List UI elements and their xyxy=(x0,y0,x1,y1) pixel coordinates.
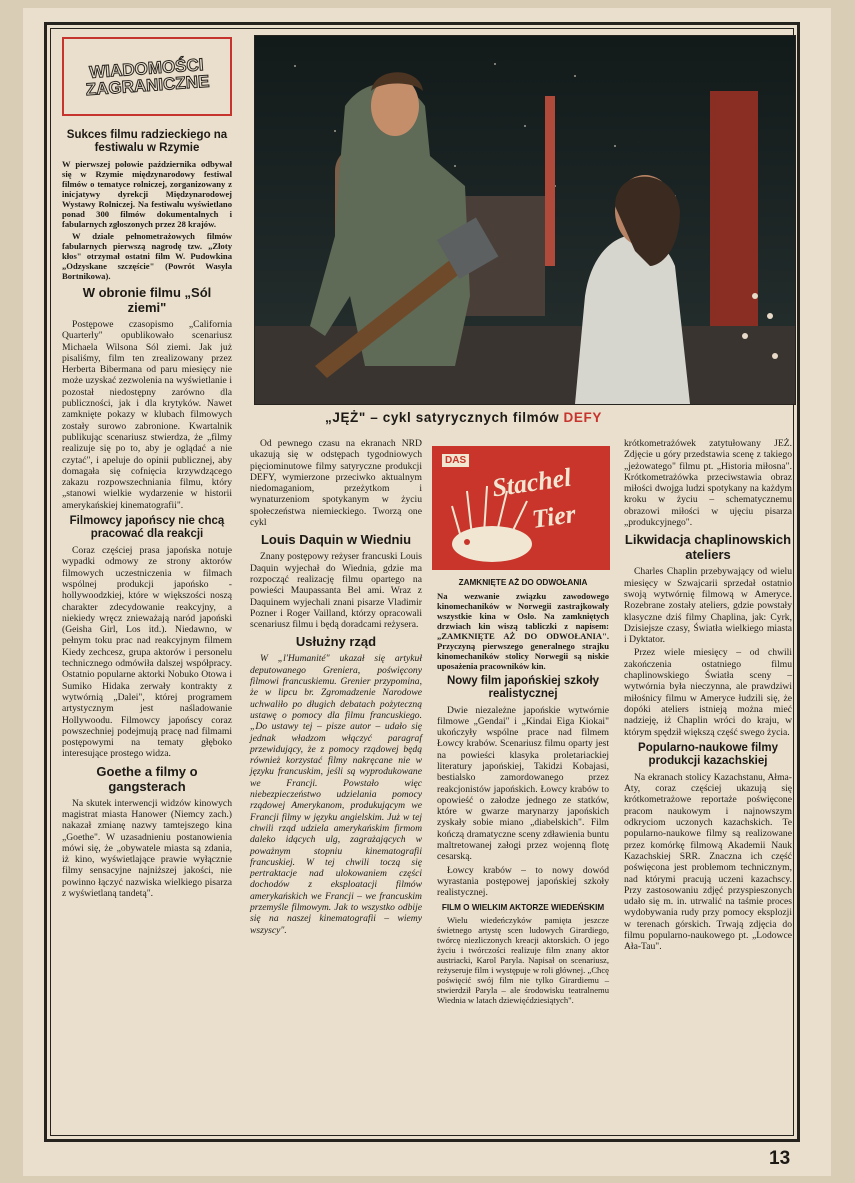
page-number: 13 xyxy=(769,1148,791,1169)
article-title-daquin: Louis Daquin w Wiedniu xyxy=(260,532,412,548)
column-3 xyxy=(437,574,609,1007)
column-1 xyxy=(62,125,232,901)
defy-headline-text: „JĘŻ" – cykl satyrycznych filmów xyxy=(325,410,564,425)
article-text-chaplin-2: Przez wiele miesięcy – od chwili zakończenia ostatniego filmu chaplinowskiego Światła sceny – wytwórnia była nieczynna, ale prawdziwi miłośnicy filmu w Ameryce łudzili się, że dopóki ateliers istnieją można mieć nadzieję, iż Chaplin wróci do kraju, w którym spędził większą część swego życia. xyxy=(624,647,792,738)
article-text-daquin: Znany postępowy reżyser francuski Louis Daquin wyjechał do Wiednia, gdzie ma rozpocząć realizację filmu opartego na powieści Maupassanta Bel ami. Wraz z Daquinem wyjechali znani pisarze Vladimir Pozner i Roger Vailland, którzy opracowali scenariusz filmu i będą doradcami reżysera. xyxy=(250,551,422,631)
article-title-japonscy: Filmowcy japońscy nie chcą pracować dla reakcji xyxy=(69,515,225,541)
column-2 xyxy=(250,438,422,938)
article-text-rzym-2: W dziale pełnometrażowych filmów fabularnych pierwszą nagrodę tzw. „Złoty kłos" otrzymał ostatni film W. Pudowkina „Odzyskane szczęście" (Powrót Wasyla Bortnikowa). xyxy=(62,231,232,281)
article-text-japonscy: Coraz częściej prasa japońska notuje wypadki odmowy ze strony aktorów filmowych uczestniczenia w filmach wspólnej produkcji japońsko - hollywoodzkiej, które w większości noszą charakter zdecydowanie reakcyjny, a niekiedy wręcz znieważają naród japoński (Geisha Girl, Los itd.). Niedawno, w pełnym toku prac nad reakcyjnym filmem Kiedy zechcesz, grupa aktorów i personelu technicznego odmówiła dalszej współpracy. Ostatnio popularne aktorki Nobuko Otowa i Sumiko Hidaka zerwały kontrakty z wytwórnią „Dalei", której programem artystycznym jest naśladowanie Hollywoodu. Filmowcy japońscy coraz powszechniej podejmują pracę nad filmami postępowymi na tematy głęboko interesujące prostego widza. xyxy=(62,545,232,760)
article-text-rzad: W „l'Humanité" ukazał się artykuł deputowanego Greniera, poświęcony filmowi francuskiemu. Grenier przypomina, że w lipcu br. Zgromadzenie Narodowe uchwaliło po długich debatach pożyteczną ustawę o pomocy dla filmu francuskiego. „Do ustawy tej – pisze autor – udało się jednak władzom włączyć paragraf przewidujący, że z pomocy rządowej będą również korzystać filmy nakręcane nie w języku francuskim, jeśli są wyprodukowane we Francji. Powstało więc niebezpieczeństwo udzielania pomocy rządowej Amerykanom, produkującym we Francji filmy w języku angielskim. Już w tej chwili rząd udziela amerykańskim firmom daleko idących ulg, zagrażających w poważnym stopniu kinematografii francuskiej. W tej chwili toczą się pertraktacje nad ulokowaniem części dochodów z eksploatacji filmów amerykańskich we Francji – we francuskim przemyśle filmowym. Jak to wszystko odbije się na naszej kinematografii – wiemy wszyscy". xyxy=(250,653,422,936)
article-title-wiedenski: FILM O WIELKIM AKTORZE WIEDEŃSKIM xyxy=(441,902,605,912)
film-still-illustration xyxy=(255,36,795,404)
article-text-sol-ziemi: Postępowe czasopismo „California Quarterly" opublikowało scenariusz Michaela Wilsona Sól ziemi. Jak już pisaliśmy, film ten zrealizowany przez Herberta Bibermana od paru miesięcy nie może uzyskać zezwolenia na wyświetlanie i pozostał niedostępny zarówno dla publiczności, jak i dla krytyków. Nawet zamknięte pokazy w klubach filmowych zostały surowo zabronione. Kwartalnik publikując scenariusz stwierdza, że „filmy realizuje się po to, aby je oglądać a nie czytać", i apeluje do opinii publicznej, aby domagała się cofnięcia krzywdzącego zakazu rozpowszechniania filmu, który „stanowi wielkie wydarzenie w historii amerykańskiej kinematografii". xyxy=(62,319,232,511)
article-text-rzym-1: W pierwszej połowie październikа odbywał się w Rzymie międzynarodowy festiwal filmów o tematyce rolniczej, zorganizowany z inicjatywy dyrekcji Międzynarodowej Wystawy Rolniczej. Na festiwalu wyświetlano ponad 300 filmów dokumentalnych i fabularnych zgłoszonych przez 28 krajów. xyxy=(62,159,232,229)
article-text-kazachskie: Na ekranach stolicy Kazachstanu, Ałma-Aty, coraz częściej ukazują się krótkometrażowe reportaże poświęcone pracom naukowym i najnowszym odkryciom uczonych kazachskich. Te popularno-naukowe filmy są realizowane przez komórkę filmową Akademii Nauk Kazachskiej SRR. Znaczna ich część poświęcona jest problemom technicznym, nad którymi pracują uczeni kazachscy. Przy zastosowaniu zdjęć przyspieszonych udało się m. in. utrwalić na taśmie proces wydobywania rudy przy pomocy eksplozji w terenach górskich. Trwają zdjęcia do filmu popularno-naukowego pt. „Lodowce Ała-Tau". xyxy=(624,771,792,953)
article-text-zamkniete: Na wezwanie związku zawodowego kinomechaników w Norwegii zastrajkowały wszystkie kina w Oslo. Na zamkniętych drzwiach kin wiszą tabliczki z napisem: „ZAMKNIĘTE AŻ DO ODWOŁANIA". Przyczyną pierwszego generalnego strajku kinomechaników stolicy Norwegii są niskie uposażenia pracowników kin. xyxy=(437,590,609,671)
article-text-wiedenski: Wielu wiedeńczyków pamięta jeszcze świetnego artystę scen ludowych Girardiego, twórcę niezliczonych kreacji aktorskich. O jego życiu i twórczości realizuje film znany aktor austriacki, Karol Paryla. Napisał on scenariusz, reżyseruje film i występuje w roli głównej. „Chcę poświęcić swój film nie tylko Girardiemu – stwierdził Paryla – ale środowisku teatralnemu Wiednia w latach dziewięćdziesiątych". xyxy=(437,915,609,1006)
article-title-kazachskie: Popularno-naukowe filmy produkcji kazachskiej xyxy=(638,741,778,767)
article-title-rzad: Usłużny rząd xyxy=(295,634,377,650)
article-text-nowy-film-1: Dwie niezależne japońskie wytwórnie filmowe „Gendai" i „Kindai Eiga Kiokai" ukończyły wspólne prace nad filmem Łowcy krabów. Scenariusz filmu oparty jest na powieści klasyka proletariackiej literatury japońskiej, Takidzi Kobajasi, bestialsko zamordowanego przez reakcjonistów japońskich. Łowcy krabów to opowieść o załodze jednego ze statków, które w gwarze marynarzy japońskich zyskały sobie miano „diabelskich". Film kończą dramatyczne sceny zdławienia buntu maltretowanej załogi przez wojenną flotę cesarską. xyxy=(437,704,609,863)
box-tier-text: Tier xyxy=(530,499,578,534)
defy-headline xyxy=(325,410,745,425)
box-das-label: DAS xyxy=(442,454,469,467)
article-title-chaplin: Likwidacja chaplinowskich ateliers xyxy=(624,532,792,563)
stacheltier-logo-box xyxy=(432,446,610,570)
defy-intro-text: Od pewnego czasu na ekranach NRD ukazują się w odstępach tygodniowych pięciominutowe filmy satyryczne produkcji DEFY, wymierzone przeciwko aktualnym niedomaganiom, przeżytkom i wynaturzeniom spotykanym w życiu społeczeństwa niemieckiego. Tworzą one cykl xyxy=(250,438,422,529)
article-text-chaplin-1: Charles Chaplin przebywający od wielu miesięcy w Szwajcarii sprzedał ostatnio swoją wytwórnię filmową w Ameryce. Rozebrane zostały ateliers, gdzie powstały klasyczne dziś filmy Chaplina, jak: Cyrk, Dzisiejsze czasy, Światła wielkiego miasta i Dyktator. xyxy=(624,566,792,646)
article-title-nowy-film: Nowy film japońskiej szkoły realistycznej xyxy=(446,674,600,700)
box-stachel-text: Stachel xyxy=(490,462,574,503)
article-text-goethe: Na skutek interwencji widzów kinowych magistrat miasta Hanower (Niemcy zach.) nakazał zmianę nazwy tamtejszego kina „Goethe". W uzasadnieniu postanowienia mówi się, że „obywatele miasta są zdania, iż kino, wyświetlające prawie wyłącznie filmy sensacyjne najniższej jakości, nie powinno łączyć nazwiska wielkiego pisarza z wyświetlaną tandetą". xyxy=(62,797,232,900)
column-4 xyxy=(624,438,792,955)
defy-brand: DEFY xyxy=(563,410,602,425)
article-text-nowy-film-2: Łowcy krabów – to nowy dowód wyrastania postępowej japońskiej szkoły realistycznej. xyxy=(437,864,609,899)
article-title-sol-ziemi: W obronie filmu „Sól ziemi" xyxy=(82,285,212,315)
article-title-goethe: Goethe a filmy o gangsterach xyxy=(96,763,198,794)
section-logo xyxy=(62,37,232,116)
film-still-photo xyxy=(254,35,796,405)
article-title-rzym: Sukces filmu radzieckiego na festiwalu w Rzymie xyxy=(66,129,228,154)
section-logo-text: WIADOMOŚCI ZAGRANICZNE xyxy=(85,54,210,99)
defy-continued-text: krótkometrażówek zatytułowany JEŻ. Zdjęcie u góry przedstawia scenę z takiego „jeżowatego" filmu pt. „Historia miłosna". Krótkometrażówka przeciwstawia obraz miłości dwojga ludzi spotykany na każdym kroku w życiu – schematycznemu obrazowi miłości w ujęciu pisarza „produkcyjnego". xyxy=(624,438,792,529)
article-title-zamkniete: ZAMKNIĘTE AŻ DO ODWOŁANIA xyxy=(458,578,588,587)
